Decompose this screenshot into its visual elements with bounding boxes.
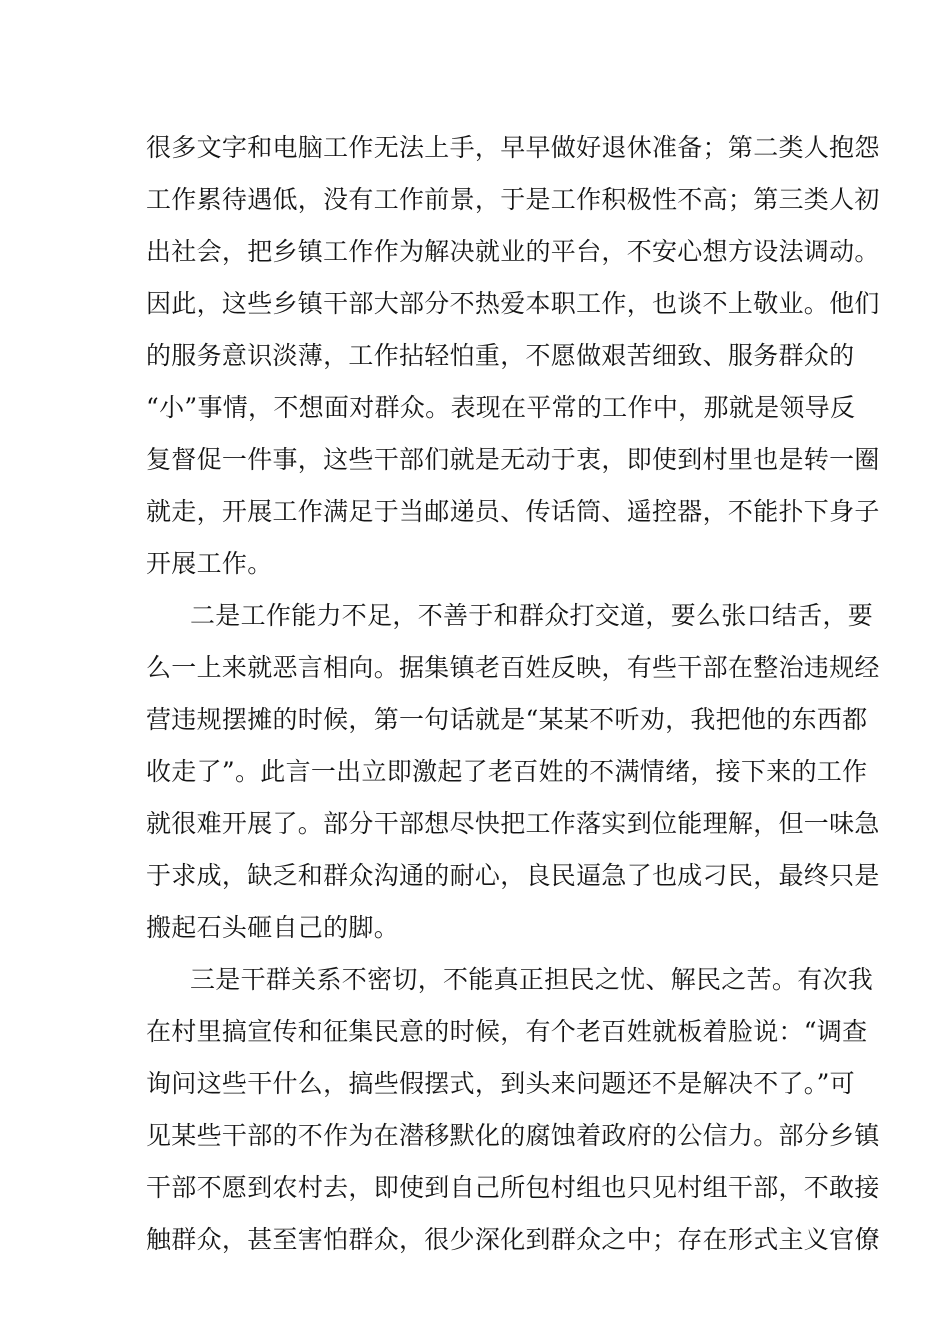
text-line: 见某些干部的不作为在潜移默化的腐蚀着政府的公信力。部分乡镇 bbox=[146, 1121, 880, 1150]
text-line: 收走了”。此言一出立即激起了老百姓的不满情绪，接下来的工作 bbox=[146, 757, 868, 786]
paragraph-first-line: 二是工作能力不足，不善于和群众打交道，要么张口结舌，要 bbox=[190, 601, 874, 630]
text-line: 复督促一件事，这些干部们就是无动于衷，即使到村里也是转一圈 bbox=[146, 445, 880, 474]
text-line: 干部不愿到农村去，即使到自己所包村组也只见村组干部，不敢接 bbox=[146, 1173, 880, 1202]
text-line: 搬起石头砸自己的脚。 bbox=[146, 913, 400, 942]
text-line: 询问这些干什么，搞些假摆式，到头来问题还不是解决不了。”可 bbox=[146, 1069, 855, 1098]
text-line: 就很难开展了。部分干部想尽快把工作落实到位能理解，但一味急 bbox=[146, 809, 880, 838]
text-line: 开展工作。 bbox=[146, 549, 273, 578]
text-line: 很多文字和电脑工作无法上手，早早做好退休准备；第二类人抱怨 bbox=[146, 133, 880, 162]
text-line: 因此，这些乡镇干部大部分不热爱本职工作，也谈不上敬业。他们 bbox=[146, 289, 880, 318]
text-line: 营违规摆摊的时候，第一句话就是“某某不听劝，我把他的东西都 bbox=[146, 705, 868, 734]
text-line: 的服务意识淡薄，工作拈轻怕重，不愿做艰苦细致、服务群众的 bbox=[146, 341, 855, 370]
paragraph-first-line: 三是干群关系不密切，不能真正担民之忧、解民之苦。有次我 bbox=[190, 965, 874, 994]
text-line: 就走，开展工作满足于当邮递员、传话筒、遥控器，不能扑下身子 bbox=[146, 497, 880, 526]
text-line: 在村里搞宣传和征集民意的时候，有个老百姓就板着脸说：“调查 bbox=[146, 1017, 868, 1046]
text-line: 触群众，甚至害怕群众，很少深化到群众之中；存在形式主义官僚 bbox=[146, 1225, 880, 1254]
text-line: 么一上来就恶言相向。据集镇老百姓反映，有些干部在整治违规经 bbox=[146, 653, 880, 682]
text-line: “小”事情，不想面对群众。表现在平常的工作中，那就是领导反 bbox=[146, 393, 856, 422]
text-line: 于求成，缺乏和群众沟通的耐心，良民逼急了也成刁民，最终只是 bbox=[146, 861, 880, 890]
text-line: 工作累待遇低，没有工作前景，于是工作积极性不高；第三类人初 bbox=[146, 185, 880, 214]
text-line: 出社会，把乡镇工作作为解决就业的平台，不安心想方设法调动。 bbox=[146, 237, 880, 266]
